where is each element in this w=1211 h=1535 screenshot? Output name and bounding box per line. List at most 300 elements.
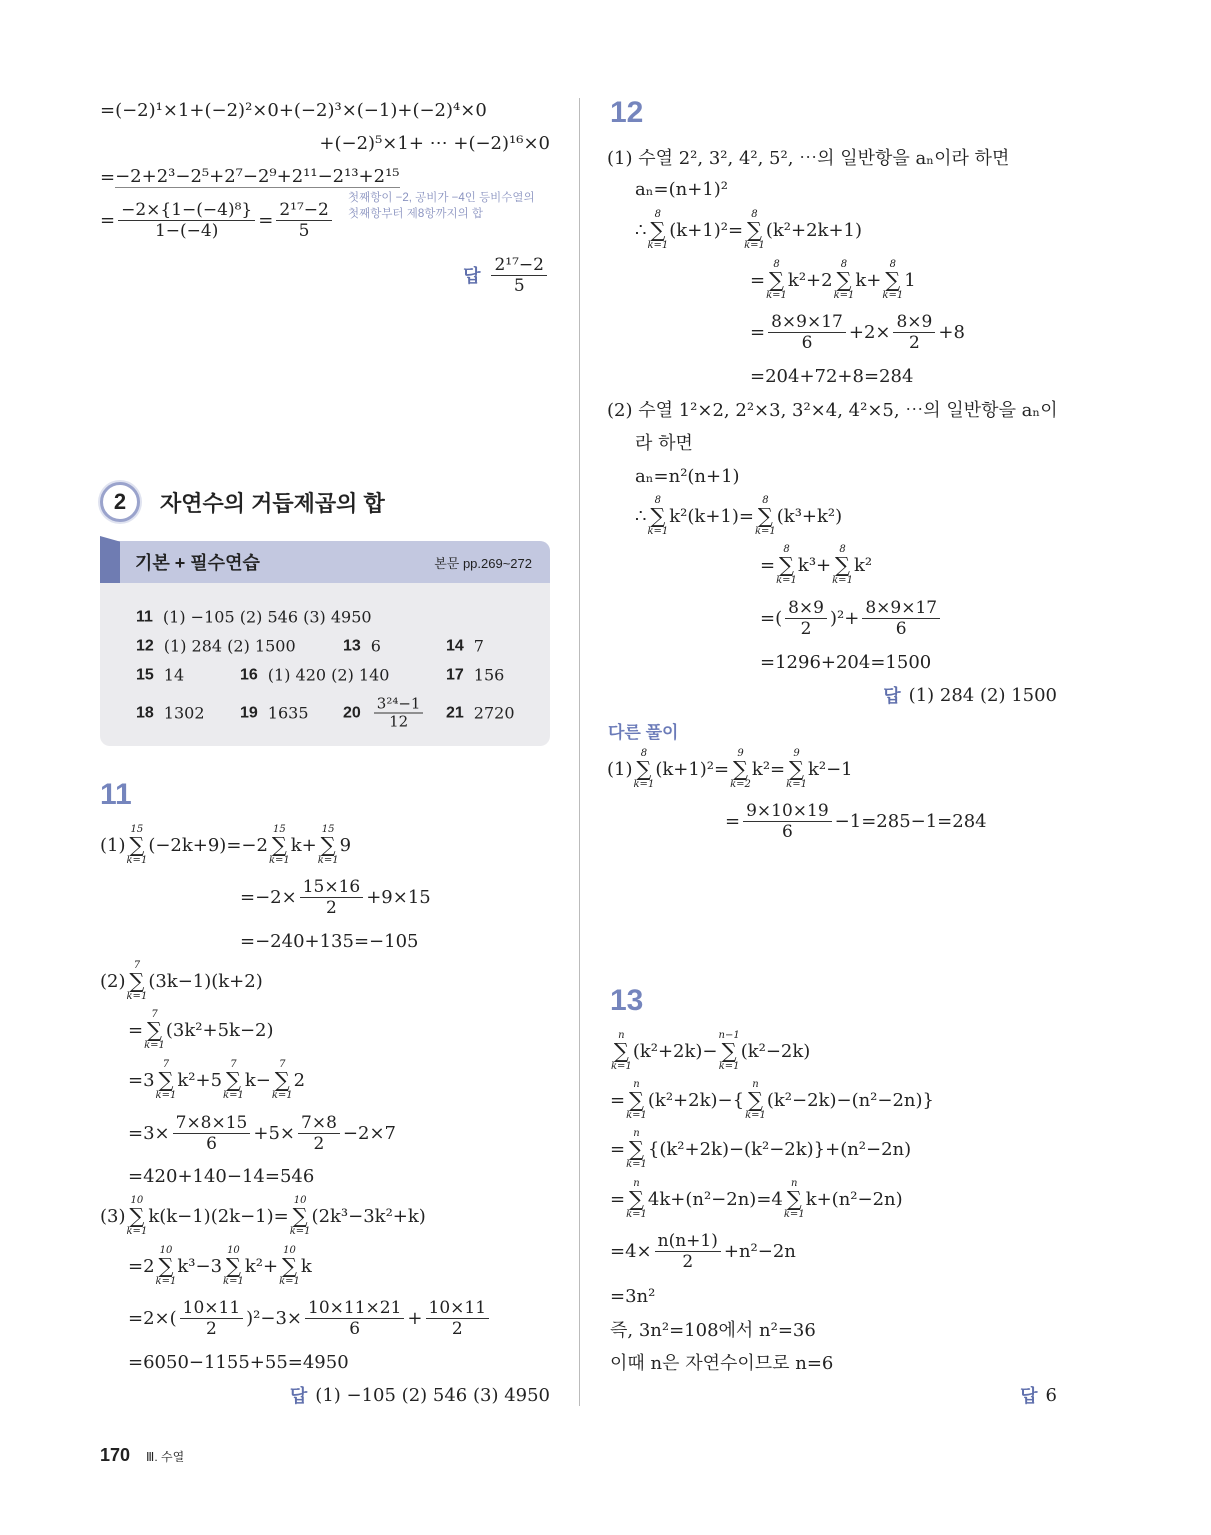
math-text: ∴ [635,219,647,241]
fraction [305,1298,404,1339]
lower-limit: k=1 [776,575,797,586]
math-text: = [128,1019,144,1041]
math-text: k²+2 [787,269,833,291]
summation [279,1245,300,1287]
summary-item [446,666,504,685]
math-line [128,1298,492,1338]
math-text: k− [244,1069,271,1091]
math-text: 1 [904,269,916,291]
summation [766,259,787,301]
math-line [635,456,740,496]
math-text: 2 [293,1069,306,1091]
math-line [760,545,872,585]
math-text: =2 [128,1255,155,1277]
math-text: (k²+2k+1) [765,219,863,241]
upper-limit: 7 [133,960,141,971]
denominator: 6 [781,821,793,842]
math-line [635,210,862,250]
math-text: 라 하면 [635,433,693,454]
sigma-icon: ∑ [292,1204,308,1228]
denominator: 2 [313,1133,325,1154]
math-text: aₙ=n²(n+1) [635,465,740,487]
lower-limit: k=2 [730,779,751,790]
denominator: 2 [451,1318,463,1339]
math-line [100,825,351,865]
math-text: +2× [848,321,891,343]
math-text: 9 [339,834,352,856]
sigma-icon: ∑ [281,1254,297,1278]
upper-limit: n [618,1030,625,1041]
math-text: + [407,1307,423,1329]
summary-item [446,704,515,723]
upper-limit: 8 [751,209,758,220]
math-line [610,1080,934,1120]
math-text: 이때 n은 자연수이므로 n=6 [610,1353,834,1374]
math-text: (1) −105 (2) 546 (3) 4950 [315,1384,550,1406]
section-title: 자연수의 거듭제곱의 합 [160,490,385,516]
summation [882,259,903,301]
fraction [655,1231,721,1272]
lower-limit: k=1 [268,855,290,866]
denominator: 2 [909,332,920,353]
upper-limit: 8 [762,495,769,506]
math-text: =204+72+8=284 [750,365,914,387]
summation [832,544,853,586]
math-text: +9×15 [366,886,431,908]
upper-limit: 8 [840,259,848,270]
math-text: =2×( [128,1307,177,1329]
math-text: =3n² [610,1285,656,1307]
summary-item [240,704,309,723]
summation [744,209,765,251]
numerator: 10×11 [180,1298,244,1319]
problem-label: 16 [240,666,258,683]
math-text: = [258,209,274,231]
sigma-icon: ∑ [320,833,336,857]
upper-limit: 7 [279,1059,286,1070]
sigma-icon: ∑ [129,1204,145,1228]
upper-limit: 10 [293,1195,307,1206]
sigma-icon: ∑ [274,1068,290,1092]
lower-limit: k=1 [271,1090,293,1101]
summation [318,824,339,866]
math-line [610,1129,911,1169]
math-text: =( [760,607,783,629]
denominator: 12 [389,712,409,731]
math-line [750,312,965,352]
math-text: =4× [610,1240,652,1262]
math-line [240,877,431,917]
summation [784,1178,805,1220]
note-line: 첫째항부터 제8항까지의 합 [348,208,483,220]
summary-item [136,637,296,656]
math-line [725,801,987,841]
math-text: 6 [1045,1384,1057,1406]
denominator: 2 [205,1318,217,1339]
numerator: 10×11 [426,1298,490,1319]
column-divider [579,98,580,1406]
sigma-icon: ∑ [629,1187,644,1211]
math-text: (1) 수열 2², 3², 4², 5², ⋯의 일반항을 aₙ이라 하면 [607,148,1010,169]
sigma-icon: ∑ [225,1254,241,1278]
sigma-icon: ∑ [158,1068,174,1092]
lower-limit: k=1 [647,526,669,537]
box-reference: 본문 pp.269~272 [434,555,532,571]
math-line [128,1156,314,1196]
math-text: 2720 [473,703,515,723]
math-text: = [750,321,766,343]
summation [144,1009,165,1051]
math-line [750,260,916,300]
math-text: (1) −105 (2) 546 (3) 4950 [162,607,372,627]
lower-limit: k=1 [832,575,853,586]
upper-limit: 8 [640,748,648,759]
summary-item [343,696,426,731]
numerator: 15×16 [300,877,364,898]
sigma-icon: ∑ [747,1088,763,1112]
lower-limit: k=1 [626,1110,647,1121]
lower-limit: k=1 [126,855,148,866]
math-line [128,1010,274,1050]
math-text: (k²−2k)−(n²−2n)} [766,1089,934,1111]
sigma-icon: ∑ [271,833,287,857]
math-text: = [760,554,776,576]
math-text: = [610,1138,626,1160]
denominator: 5 [513,275,525,296]
answer-label: 답 [1020,1386,1038,1406]
fraction [426,1298,490,1339]
answer-label: 답 [883,686,901,706]
answer-line [290,1375,550,1415]
lower-limit: k=1 [626,1209,647,1220]
math-text: +8 [938,321,965,343]
math-text: ∴ [635,505,647,527]
fraction [374,696,424,731]
numerator: n(n+1) [655,1231,721,1252]
summary-item [136,666,184,685]
problem-label: 19 [240,704,258,721]
sigma-icon: ∑ [769,268,784,292]
math-text: aₙ=(n+1)² [635,178,728,200]
fraction [862,598,940,639]
underlined-math: −2+2³−2⁵+2⁷−2⁹+2¹¹−2¹³+2¹⁵ [115,166,400,187]
upper-limit: 8 [889,259,896,270]
math-line [100,961,263,1001]
denominator: 2 [326,897,337,918]
summary-item [446,637,484,656]
chapter-label: Ⅲ. 수열 [146,1450,185,1464]
summation [755,495,776,537]
math-text: 7 [473,636,484,656]
fraction [173,1113,251,1154]
math-text: (k³+k²) [776,505,843,527]
upper-limit: 10 [283,1245,296,1256]
sigma-icon: ∑ [757,504,773,528]
upper-limit: n [752,1079,759,1090]
fraction [180,1298,244,1339]
fraction [298,1113,340,1154]
summation [647,209,668,251]
math-text: (1) 284 (2) 1500 [163,636,296,656]
math-line [128,1246,312,1286]
math-text: 즉, 3n²=108에서 n²=36 [610,1320,816,1341]
upper-limit: n [633,1178,640,1189]
upper-limit: n [791,1178,798,1189]
section-number: 2 [100,482,140,522]
upper-limit: 9 [737,748,744,759]
math-text: 14 [163,665,185,685]
lower-limit: k=1 [144,1040,165,1051]
summation [611,1030,632,1072]
math-text: k²(k+1)= [669,505,754,527]
summation [269,824,290,866]
sigma-icon: ∑ [158,1254,174,1278]
summary-item [136,704,205,723]
math-text: (1) 420 (2) 140 [267,665,390,685]
fraction [785,598,827,639]
math-text: (3k−1)(k+2) [148,970,263,992]
math-text: 4k+(n²−2n)=4 [647,1188,783,1210]
math-text: 156 [473,665,505,685]
sigma-icon: ∑ [779,553,794,577]
math-text: =420+140−14=546 [128,1165,315,1187]
summation [223,1245,244,1287]
numerator: 8×9×17 [768,312,846,333]
math-text: =6050−1155+55=4950 [128,1351,349,1373]
math-text: = [610,1188,626,1210]
math-text: (2) 수열 1²×2, 2²×3, 3²×4, 4²×5, ⋯의 일반항을 aₙ이 [607,400,1058,421]
summation [786,748,807,790]
box-header [100,541,550,583]
summation [127,1195,148,1237]
summation [272,1059,293,1101]
summation [834,259,855,301]
math-text: +(−2)⁵×1+ ⋯ +(−2)¹⁶×0 [319,132,550,154]
upper-limit: 8 [839,544,846,555]
upper-limit: 10 [159,1245,173,1256]
lower-limit: k=1 [633,779,655,790]
math-text: (k+1)²= [669,219,744,241]
math-text: {(k²+2k)−(k²−2k)}+(n²−2n) [647,1138,912,1160]
numerator: 7×8×15 [173,1113,251,1134]
upper-limit: n−1 [718,1030,740,1041]
numerator: 8×9 [893,312,935,333]
section-heading [100,482,385,522]
lower-limit: k=1 [783,1209,805,1220]
math-text: =(−2)¹×1+(−2)²×0+(−2)³×(−1)+(−2)⁴×0 [100,99,487,121]
sigma-icon: ∑ [147,1018,162,1042]
sigma-icon: ∑ [721,1039,737,1063]
note-line: 첫째항이 −2, 공비가 −4인 등비수열의 [348,192,535,204]
math-text: k²+5 [177,1069,223,1091]
math-line [760,598,943,638]
problem-label: 20 [343,704,361,721]
math-text: (k²+2k)−{ [647,1089,745,1111]
math-line [607,749,853,789]
math-text: (3k²+5k−2) [165,1019,274,1041]
numerator: 7×8 [298,1113,340,1134]
upper-limit: 15 [130,824,144,835]
math-text: 1302 [163,703,205,723]
math-line [635,496,842,536]
math-text: = [100,209,116,231]
sigma-icon: ∑ [225,1068,241,1092]
denominator: 6 [206,1133,217,1154]
math-text: k³−3 [177,1255,223,1277]
fraction [491,255,547,296]
numerator: 8×9×17 [862,598,940,619]
math-text: +5× [253,1122,296,1144]
math-text: )²−3× [246,1307,303,1329]
math-text: =−240+135=−105 [240,930,419,952]
page-footer [100,1445,184,1466]
math-text: k+ [290,834,317,856]
upper-limit: 15 [321,824,335,835]
upper-limit: 9 [793,748,800,759]
lower-limit: k=1 [155,1276,177,1287]
math-line [610,1031,810,1071]
lower-limit: k=1 [647,240,669,251]
denominator: 2 [800,618,812,639]
upper-limit: 10 [227,1245,240,1256]
math-text: k² [853,554,873,576]
math-text: k(k−1)(2k−1)= [148,1205,289,1227]
math-line [610,1179,903,1219]
denominator: 2 [682,1251,694,1272]
answer-label: 답 [289,1386,308,1406]
math-text: = [725,810,741,832]
numerator: −2×{1−(−4)⁸} [118,200,255,221]
math-text: k+(n²−2n) [805,1188,903,1210]
summation [776,544,797,586]
lower-limit: k=1 [126,1226,148,1237]
fraction [893,312,935,353]
math-text: +n²−2n [723,1240,796,1262]
problem-label: 17 [446,666,464,683]
math-text: (1) [607,758,633,780]
problem-label: 12 [136,637,154,654]
box-tab [100,536,120,583]
math-text: (k+1)²= [655,758,730,780]
summation [156,1059,177,1101]
upper-limit: 8 [783,544,790,555]
math-line [128,1113,396,1153]
sigma-icon: ∑ [746,218,762,242]
answer-line [463,255,550,295]
lower-limit: k=1 [223,1276,244,1287]
numerator: 2¹⁷−2 [276,200,332,221]
sigma-icon: ∑ [786,1187,802,1211]
sigma-icon: ∑ [129,969,145,993]
lower-limit: k=1 [754,526,776,537]
numerator: 8×9 [785,598,827,619]
box-title: 기본 + 필수연습 [135,553,260,573]
upper-limit: 7 [230,1059,237,1070]
upper-limit: n [633,1079,640,1090]
math-text: (2) [100,970,126,992]
numerator: 3²⁴−1 [374,696,424,714]
answer-line [1020,1375,1057,1415]
numerator: 9×10×19 [743,801,832,822]
problem-label: 13 [343,637,361,654]
math-text: =3× [128,1122,170,1144]
sigma-icon: ∑ [835,553,851,577]
fraction [743,801,832,842]
math-text: =1296+204=1500 [760,651,932,673]
problem-number: 13 [610,984,644,1017]
summary-item [240,666,389,685]
summation [127,824,148,866]
math-text: )²+ [830,607,860,629]
math-text: (−2k+9)=−2 [148,834,268,856]
fraction [118,200,255,241]
problem-label: 11 [136,608,153,625]
math-text: k³+ [797,554,832,576]
math-text: 6 [370,636,381,656]
fraction [276,200,332,241]
lower-limit: k=1 [718,1061,740,1072]
upper-limit: n [633,1128,640,1139]
summation [730,748,751,790]
upper-limit: 10 [130,1195,144,1206]
upper-limit: 7 [162,1059,170,1070]
math-text: (1) 284 (2) 1500 [908,684,1057,706]
math-text: = [750,269,766,291]
lower-limit: k=1 [833,290,855,301]
lower-limit: k=1 [766,290,787,301]
summation [626,1128,647,1170]
side-note [348,190,535,222]
denominator: 6 [895,618,907,639]
summation [223,1059,244,1101]
math-text: k+ [855,269,882,291]
upper-limit: 7 [151,1009,158,1020]
problem-label: 14 [446,637,464,654]
math-text: k²+ [244,1255,279,1277]
math-text: (k²+2k)− [632,1040,718,1062]
summation [634,748,655,790]
math-text: (k²−2k) [740,1040,811,1062]
math-text: (3) [100,1205,126,1227]
lower-limit: k=1 [626,1159,647,1170]
math-text: k [300,1255,312,1277]
math-text: 1635 [267,703,309,723]
problem-label: 18 [136,704,154,721]
math-text: = [610,1089,626,1111]
math-line [128,1060,305,1100]
lower-limit: k=1 [279,1276,300,1287]
sigma-icon: ∑ [789,757,805,781]
math-text: =3 [128,1069,155,1091]
math-text: = [100,166,116,188]
summation [745,1079,766,1121]
upper-limit: 8 [773,259,780,270]
sigma-icon: ∑ [650,218,666,242]
lower-limit: k=1 [289,1226,311,1237]
problem-number: 12 [610,96,644,129]
denominator: 6 [801,332,813,353]
sigma-icon: ∑ [629,1088,644,1112]
lower-limit: k=1 [882,290,904,301]
math-text: (1) [100,834,126,856]
page-number: 170 [100,1445,131,1465]
math-text: −2×7 [342,1122,396,1144]
lower-limit: k=1 [126,991,148,1002]
lower-limit: k=1 [745,1110,766,1121]
denominator: 1−(−4) [154,220,219,241]
math-text: (2k³−3k²+k) [311,1205,426,1227]
math-line [100,1196,426,1236]
